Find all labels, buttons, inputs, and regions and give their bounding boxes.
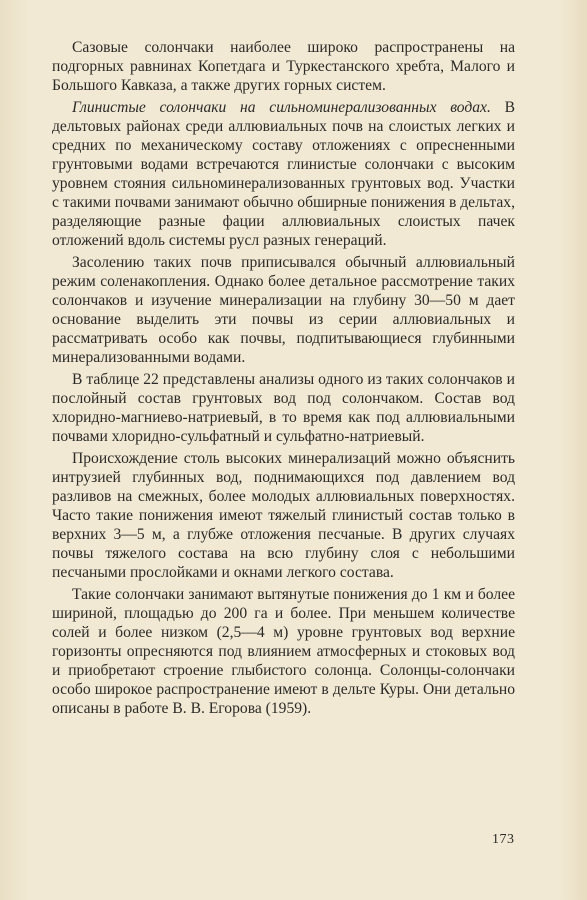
paragraph-3 [52,253,515,367]
paragraph-4 [52,370,515,446]
paragraph-text: Такие солончаки занимают вытянутые понижения до 1 км и более шириной, площадью до 200 га и более. При меньшем количестве солей и более низком (2,5—4 м) уровне грунтовых вод верхние горизонты опресняются под влиянием атмосферных и стоковых вод и приобретают строение глыбистого солонца. Солонцы-солончаки особо широкое распространение имеют в дельте Куры. Они детально описаны в работе В. В. Егорова (1959). [52,586,515,717]
paragraph-text: Засолению таких почв приписывался обычный аллювиальный режим соленакопления. Однако более детальное рассмотрение таких солончаков и изучение минерализации на глубину 30—50 м дает основание выделить эти почвы из серии аллювиальных и рассматривать особо как почвы, подпитывающиеся глубинными минерализованными водами. [52,254,515,366]
paragraph-6 [52,585,515,718]
body-text [52,38,515,721]
paragraph-1 [52,38,515,95]
paragraph-5 [52,449,515,582]
paragraph-text: В дельтовых районах среди аллювиальных почв на слоистых легких и средних по механическому составу отложениях с опресненными грунтовыми водами встречаются глинистые солончаки с высоким уровнем стояния сильноминерализованных грунтовых вод. Участки с такими почвами занимают обычно обширные понижения в дельтах, разделяющие разные фации аллювиальных слоистых пачек отложений вдоль системы русл разных генераций. [52,99,515,249]
run-in-heading: Глинистые солончаки на сильноминерализованных водах. [72,99,491,116]
paragraph-text: В таблице 22 представлены анализы одного из таких солончаков и послойный состав грунтовых вод под солончаком. Состав вод хлоридно-магниево-натриевый, в то время как под аллювиальными почвами хлоридно-сульфатный и сульфатно-натриевый. [52,371,515,445]
page-number: 173 [492,832,515,847]
paragraph-text: Происхождение столь высоких минерализаций можно объяснить интрузией глубинных вод, поднимающихся под давлением вод разливов на смежных, более молодых аллювиальных поверхностях. Часто такие понижения имеют тяжелый глинистый состав только в верхних 3—5 м, а глубже отложения песчаные. В других случаях почвы тяжелого состава на всю глубину слоя с небольшими песчаными прослойками и окнами легкого состава. [52,450,515,581]
paragraph-text: Сазовые солончаки наиболее широко распространены на подгорных равнинах Копетдага и Туркестанского хребта, Малого и Большого Кавказа, а также других горных систем. [52,39,515,94]
paragraph-2 [52,98,515,250]
